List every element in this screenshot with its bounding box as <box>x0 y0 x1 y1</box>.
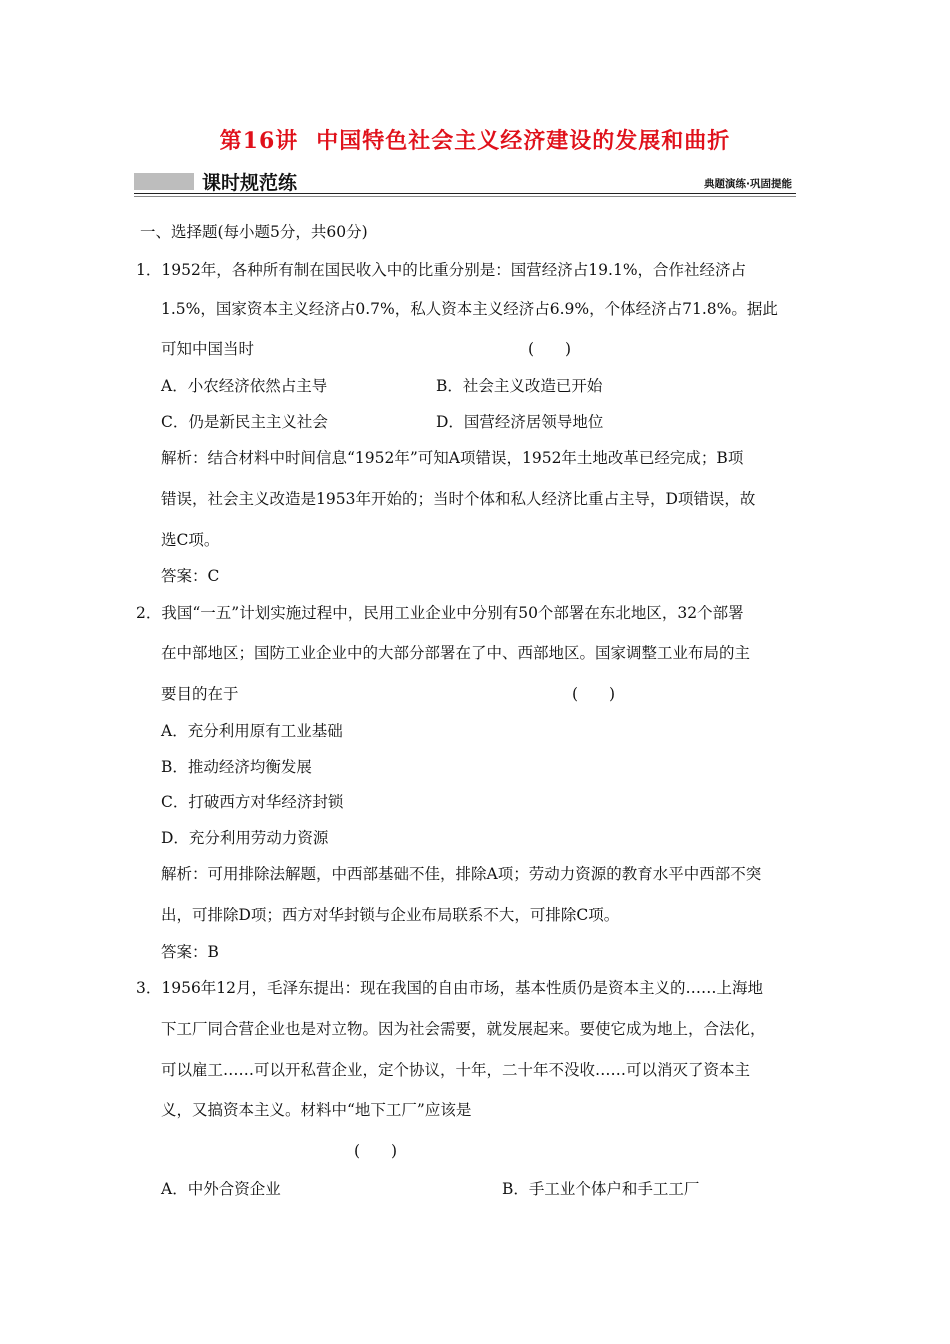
q1-explanation-3: 选C项。 <box>161 531 220 549</box>
q1-line-3: 可知中国当时 <box>161 340 255 358</box>
band-gray-block <box>134 173 194 190</box>
band-right-caption: 典题演练·巩固提能 <box>704 178 792 190</box>
lecture-title: 中国特色社会主义经济建设的发展和曲折 <box>316 128 731 154</box>
q2-line-3: 要目的在于 <box>161 685 239 703</box>
q1-explanation-1: 解析：结合材料中时间信息“1952年”可知A项错误，1952年土地改革已经完成；B项 <box>161 449 744 467</box>
band-rule <box>134 193 796 194</box>
q1-explanation-2: 错误，社会主义改造是1953年开始的；当时个体和私人经济比重占主导，D项错误，故 <box>161 490 756 508</box>
q2-option-c: C．打破西方对华经济封锁 <box>161 793 344 811</box>
q2-answer: 答案：B <box>161 943 219 961</box>
q3-line-2: 下工厂同合营企业也是对立物。因为社会需要，就发展起来。要使它成为地上，合法化， <box>161 1020 766 1038</box>
q2-option-a: A．充分利用原有工业基础 <box>161 722 343 740</box>
q2-option-d: D．充分利用劳动力资源 <box>161 829 329 847</box>
band-rule-thin <box>134 196 796 197</box>
q1-option-c: C．仍是新民主主义社会 <box>161 413 328 431</box>
section-band <box>134 168 796 194</box>
q2-option-b: B．推动经济均衡发展 <box>161 758 312 776</box>
q3-line-3: 可以雇工……可以开私营企业，定个协议，十年，二十年不没收……可以消灭了资本主 <box>161 1061 751 1079</box>
q3-line-4: 义，又搞资本主义。材料中“地下工厂”应该是 <box>161 1101 472 1119</box>
q3-answer-paren: ( ) <box>354 1142 398 1160</box>
q1-option-d: D．国营经济居领导地位 <box>436 413 604 431</box>
band-label: 课时规范练 <box>202 172 298 194</box>
q1-line-2: 1.5%，国家资本主义经济占0.7%，私人资本主义经济占6.9%，个体经济占71.8%。据此 <box>161 300 778 318</box>
q1-answer-paren: ( ) <box>528 340 572 358</box>
q1-line-1: 1．1952年，各种所有制在国民收入中的比重分别是：国营经济占19.1%，合作社经济占 <box>136 261 747 279</box>
q3-option-a: A．中外合资企业 <box>161 1180 281 1198</box>
section-heading: 一、选择题(每小题5分，共60分) <box>140 223 368 241</box>
q2-line-2: 在中部地区；国防工业企业中的大部分部署在了中、西部地区。国家调整工业布局的主 <box>161 644 751 662</box>
q1-option-a: A．小农经济依然占主导 <box>161 377 328 395</box>
q2-answer-paren: ( ) <box>572 685 616 703</box>
q1-option-b: B．社会主义改造已开始 <box>436 377 603 395</box>
q2-explanation-1: 解析：可用排除法解题，中西部基础不佳，排除A项；劳动力资源的教育水平中西部不突 <box>161 865 762 883</box>
page-title <box>0 124 950 155</box>
q1-answer: 答案：C <box>161 567 220 585</box>
q3-line-1: 3．1956年12月，毛泽东提出：现在我国的自由市场，基本性质仍是资本主义的……上海地 <box>136 979 764 997</box>
q2-line-1: 2．我国“一五”计划实施过程中，民用工业企业中分别有50个部署在东北地区，32个部署 <box>136 604 744 622</box>
q2-explanation-2: 出，可排除D项；西方对华封锁与企业布局联系不大，可排除C项。 <box>161 906 620 924</box>
q3-option-b: B．手工业个体户和手工工厂 <box>502 1180 700 1198</box>
lecture-number: 第16讲 <box>219 128 299 154</box>
